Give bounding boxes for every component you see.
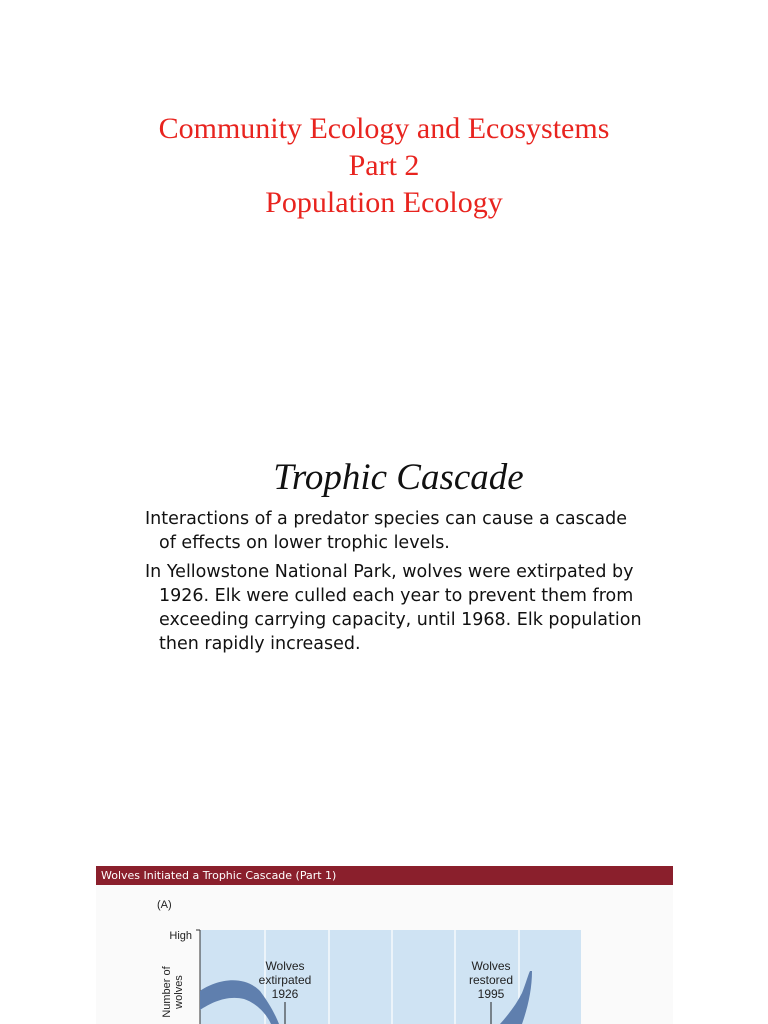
panel-label: (A) bbox=[157, 899, 172, 911]
title-line-2: Part 2 bbox=[348, 149, 420, 182]
bullet-list bbox=[145, 507, 645, 661]
y-tick-high: High bbox=[169, 930, 192, 942]
figure-chart bbox=[96, 885, 673, 1024]
annotation-extirpated-line1: Wolves bbox=[265, 959, 305, 973]
y-axis-label-line2: wolves bbox=[173, 975, 185, 1009]
annotation-restored-year: 1995 bbox=[477, 987, 505, 1001]
annotation-extirpated-year: 1926 bbox=[271, 987, 299, 1001]
figure-header: Wolves Initiated a Trophic Cascade (Part 1) bbox=[96, 866, 673, 885]
annotation-restored-line1: Wolves bbox=[471, 959, 511, 973]
bullet-item-1: Interactions of a predator species can cause a cascade of effects on lower trophic levels. bbox=[145, 509, 627, 553]
y-axis-label-line1: Number of bbox=[161, 966, 173, 1018]
annotation-extirpated-line2: extirpated bbox=[258, 973, 312, 987]
slide-title bbox=[0, 110, 768, 221]
title-line-1: Community Ecology and Ecosystems bbox=[158, 112, 610, 145]
bullet-item-2: In Yellowstone National Park, wolves were extirpated by 1926. Elk were culled each year to prevent them from exceeding carrying capacity, until 1968. Elk population then rapidly increased. bbox=[145, 562, 642, 654]
annotation-restored-line2: restored bbox=[468, 973, 514, 987]
title-line-3: Population Ecology bbox=[265, 186, 503, 219]
section-title: Trophic Cascade bbox=[273, 457, 524, 498]
